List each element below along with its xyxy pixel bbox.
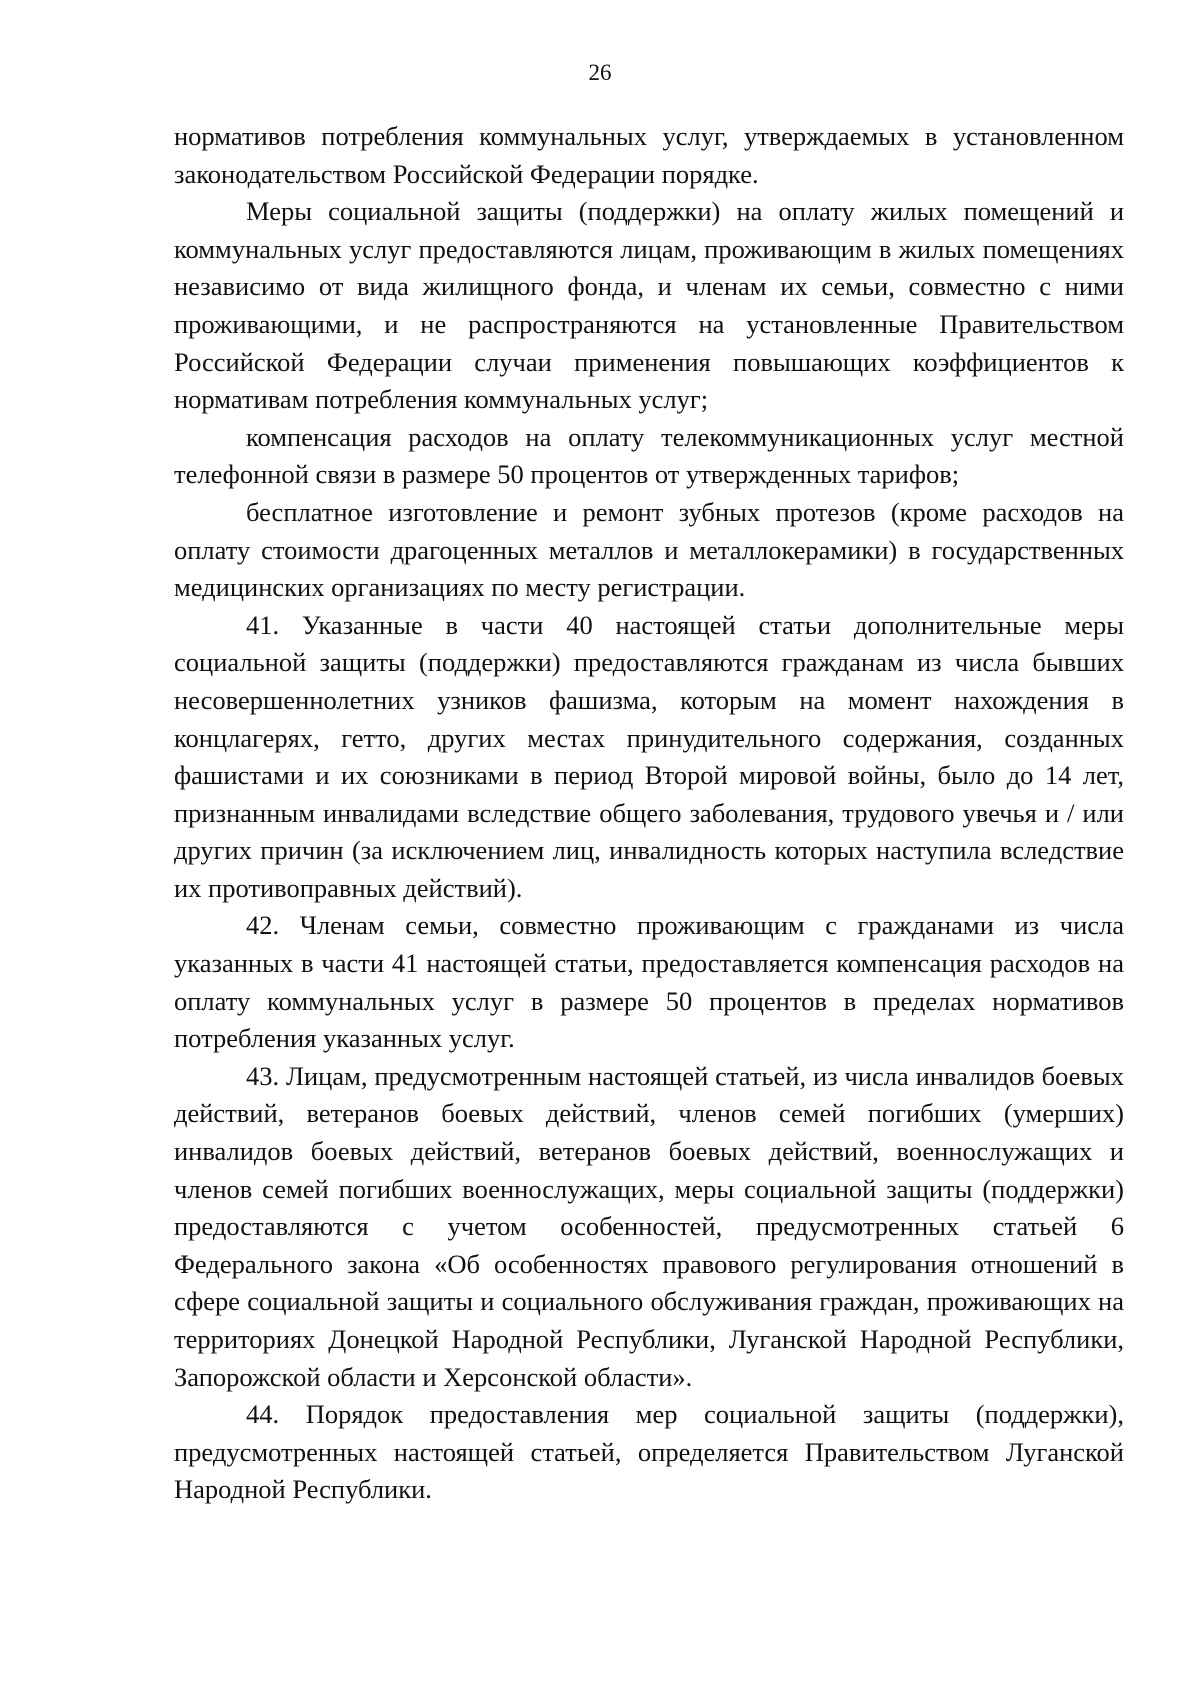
paragraph-item-44: 44. Порядок предоставления мер социальной защиты (поддержки), предусмотренных настоящей статьей, определяется Правительством Луганской Народной Республики. — [174, 1399, 1124, 1505]
page-number: 26 — [588, 60, 612, 85]
paragraph: нормативов потребления коммунальных услуг, утверждаемых в установленном законодательством Российской Федерации порядке. — [174, 121, 1124, 189]
paragraph-item-41: 41. Указанные в части 40 настоящей статьи дополнительные меры социальной защиты (поддержки) предоставляются гражданам из числа бывших несовершеннолетних узников фашизма, которым на момент нахождения в концлагерях, гетто, других местах принудительного содержания, созданных фашистами и их союзниками в период Второй мировой войны, было до 14 лет, признанным инвалидами вследствие общего заболевания, трудового увечья и / или других причин (за исключением лиц, инвалидность которых наступила вследствие их противоправных действий). — [174, 609, 1124, 903]
paragraph: компенсация расходов на оплату телекоммуникационных услуг местной телефонной связи в размере 50 процентов от утвержденных тарифов; — [174, 421, 1124, 490]
paragraph-item-43: 43. Лицам, предусмотренным настоящей статьей, из числа инвалидов боевых действий, ветеранов боевых действий, членов семей погибших (умерших) инвалидов боевых действий, ветеранов боевых действий, военнослужащих и членов семей погибших военнослужащих, меры социальной защиты (поддержки) предоставляются с учетом особенностей, предусмотренных статьей 6 Федерального закона «Об особенностях правового регулирования отношений в сфере социальной защиты и социального обслуживания граждан, проживающих на территориях Донецкой Народной Республики, Луганской Народной Республики, Запорожской области и Херсонской области». — [174, 1060, 1124, 1392]
paragraph-item-42: 42. Членам семьи, совместно проживающим с гражданами из числа указанных в части 41 настоящей статьи, предоставляется компенсация расходов на оплату коммунальных услуг в размере 50 процентов в пределах нормативов потребления указанных услуг. — [174, 910, 1124, 1054]
paragraph: Меры социальной защиты (поддержки) на оплату жилых помещений и коммунальных услуг предоставляются лицам, проживающим в жилых помещениях независимо от вида жилищного фонда, и членам их семьи, совместно с ними проживающими, и не распространяются на установленные Правительством Российской Федерации случаи применения повышающих коэффициентов к нормативам потребления коммунальных услуг; — [174, 196, 1124, 415]
document-body — [174, 118, 1124, 1509]
paragraph: бесплатное изготовление и ремонт зубных протезов (кроме расходов на оплату стоимости драгоценных металлов и металлокерамики) в государственных медицинских организациях по месту регистрации. — [174, 496, 1124, 603]
